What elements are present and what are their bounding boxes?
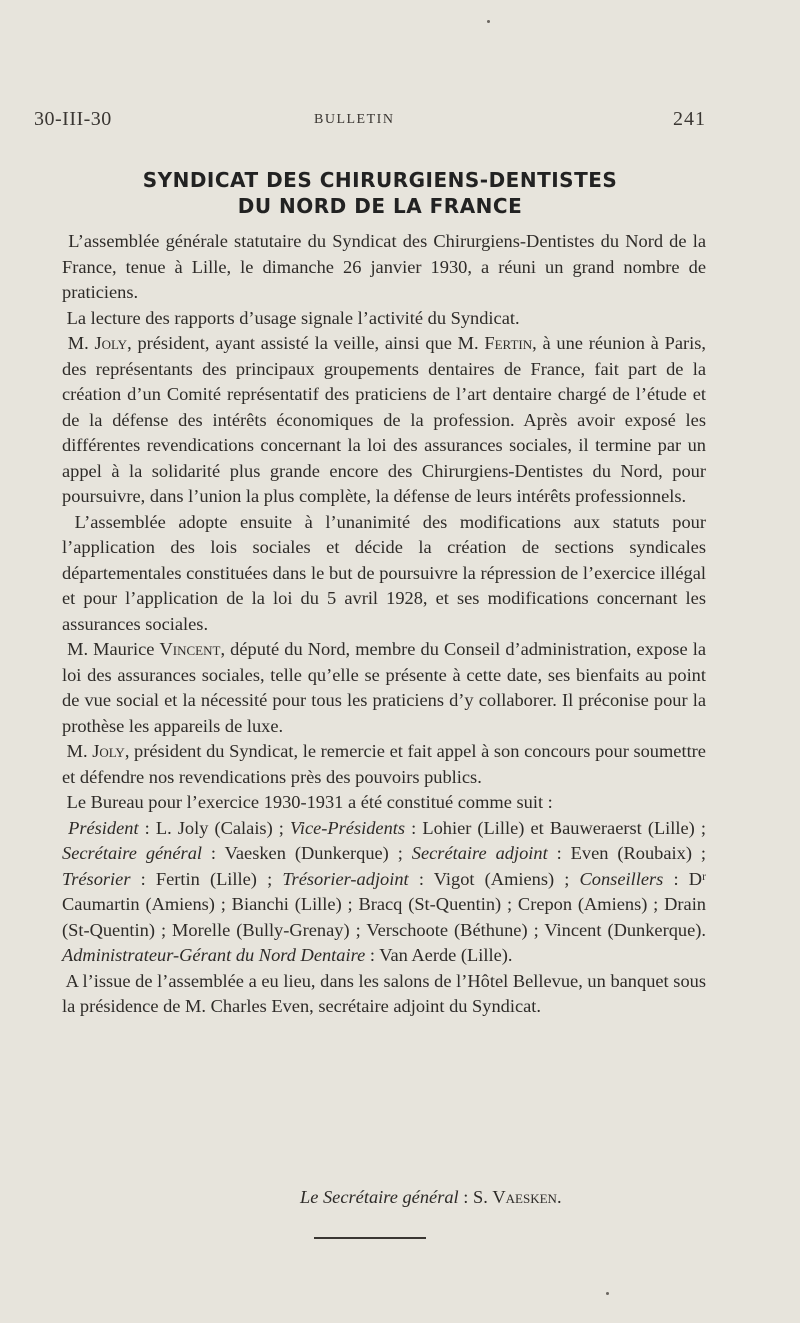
label-administrator: Administrateur-Gérant du Nord Dentaire [62, 945, 366, 965]
label-secretary-general: Secrétaire général [62, 843, 202, 863]
running-header [34, 104, 706, 134]
name-fertin: Fertin [484, 333, 533, 353]
header-journal: BULLETIN [314, 112, 395, 127]
label-treasurer: Trésorier [62, 868, 131, 889]
text-run: M. [66, 741, 93, 761]
text-run: : Fertin (Lille) ; [130, 868, 283, 889]
text-run: : Vigot (Amiens) ; [408, 868, 580, 889]
text-run: , député du Nord, membre du Conseil d’administration, expose la loi des assurances sociales, telle qu’elle se présente à cette date, ses bienfaits au point de vue social et la nécessité pour tous les praticiens d’y collaborer. Il préconise pour la prothèse les appareils de luxe. [62, 639, 706, 736]
name-joly: Joly [94, 333, 128, 353]
text-run: : Dʳ Caumartin (Amiens) ; Bianchi (Lille) ; Bracq (St-Quentin) ; Crepon (Amiens) ; Drain (St-Quentin) ; Morelle (Bully-Grenay) ; Verschoote (Béthune) ; Vincent (Dunkerque). [62, 868, 706, 940]
header-date: 30-III-30 [34, 108, 112, 130]
paragraph-thanks [62, 739, 706, 790]
paragraph-text: L’assemblée générale statutaire du Syndicat des Chirurgiens-Dentistes du Nord de la France, tenue à Lille, le dimanche 26 janvier 1930, a réuni un grand nombre de praticiens. [62, 231, 706, 302]
text-run: : Van Aerde (Lille). [365, 945, 513, 965]
name-joly: Joly [92, 741, 125, 761]
page-number: 241 [673, 108, 706, 130]
signature-label: Le Secrétaire général [300, 1187, 459, 1207]
text-run: : L. Joly (Calais) ; [138, 817, 290, 838]
paragraph-joly [62, 331, 706, 510]
paragraph-assembly [62, 229, 706, 306]
paragraph-text: A l’issue de l’assemblée a eu lieu, dans les salons de l’Hôtel Bellevue, un banquet sous la présidence de M. Charles Even, secrétaire adjoint du Syndicat. [62, 970, 706, 1016]
text-run: M. Maurice [67, 639, 160, 659]
article-title-line2: DU NORD DE LA FRANCE [237, 194, 523, 218]
text-run: : Even (Roubaix) ; [547, 843, 706, 863]
signature-line [300, 1187, 562, 1208]
label-councillors: Conseillers [579, 868, 664, 889]
paragraph-text: L’assemblée adopte ensuite à l’unanimité des modifications aux statuts pour l’application des lois sociales et décide la création de sections syndicales départementales constituées dans le but de poursuivre la répression de l’exercice illégal et pour l’application de la loi du 5 avril 1928, et ses modifications concernant les assurances sociales. [62, 511, 706, 634]
label-treasurer-adjoint: Trésorier-adjoint [282, 868, 409, 889]
article-body [62, 229, 706, 1020]
paragraph-statutes [62, 510, 706, 638]
name-vincent: Vincent [159, 639, 221, 659]
paragraph-reports [62, 306, 706, 332]
label-secretary-adjoint: Secrétaire adjoint [411, 843, 548, 863]
label-vice-presidents: Vice-Présidents [289, 817, 406, 838]
signature-name: Vaesken [492, 1187, 557, 1207]
text-run: , à une réunion à Paris, des représentants des principaux groupements dentaires de France, fait part de la création d’un Comité représentatif des praticiens de l’art dentaire chargé de l’étude et de la défense des intérêts économiques de la profession. Après avoir exposé les différentes revendications concernant la loi des assurances sociales, il termine par un appel à la solidarité plus grande encore des Chirurgiens-Dentistes du Nord, pour poursuivre, dans l’union la plus complète, la défense de leurs intérêts professionnels. [62, 333, 706, 506]
text-run: , président du Syndicat, le remercie et fait appel à son concours pour soumettre et défendre nos revendications près des pouvoirs publics. [62, 741, 706, 787]
paragraph-officers [62, 816, 706, 969]
paragraph-banquet [62, 969, 706, 1020]
print-speck [487, 20, 490, 23]
text-run: : Lohier (Lille) et Bauweraerst (Lille) ; [405, 817, 706, 838]
paragraph-bureau [62, 790, 706, 816]
signature-separator: : S. [458, 1187, 493, 1207]
text-run: : Vaesken (Dunkerque) ; [202, 843, 412, 863]
article-title-line1: SYNDICAT DES CHIRURGIENS-DENTISTES [142, 168, 618, 192]
signature-end: . [556, 1187, 562, 1207]
print-speck [606, 1292, 609, 1295]
text-run: M. [67, 333, 95, 353]
text-run: , président, ayant assisté la veille, ainsi que M. [127, 333, 485, 353]
paragraph-vincent [62, 637, 706, 739]
paragraph-text: La lecture des rapports d’usage signale l’activité du Syndicat. [66, 307, 520, 328]
closing-rule [314, 1237, 426, 1239]
paragraph-text: Le Bureau pour l’exercice 1930-1931 a été constitué comme suit : [66, 792, 553, 812]
label-president: Président [68, 817, 139, 838]
